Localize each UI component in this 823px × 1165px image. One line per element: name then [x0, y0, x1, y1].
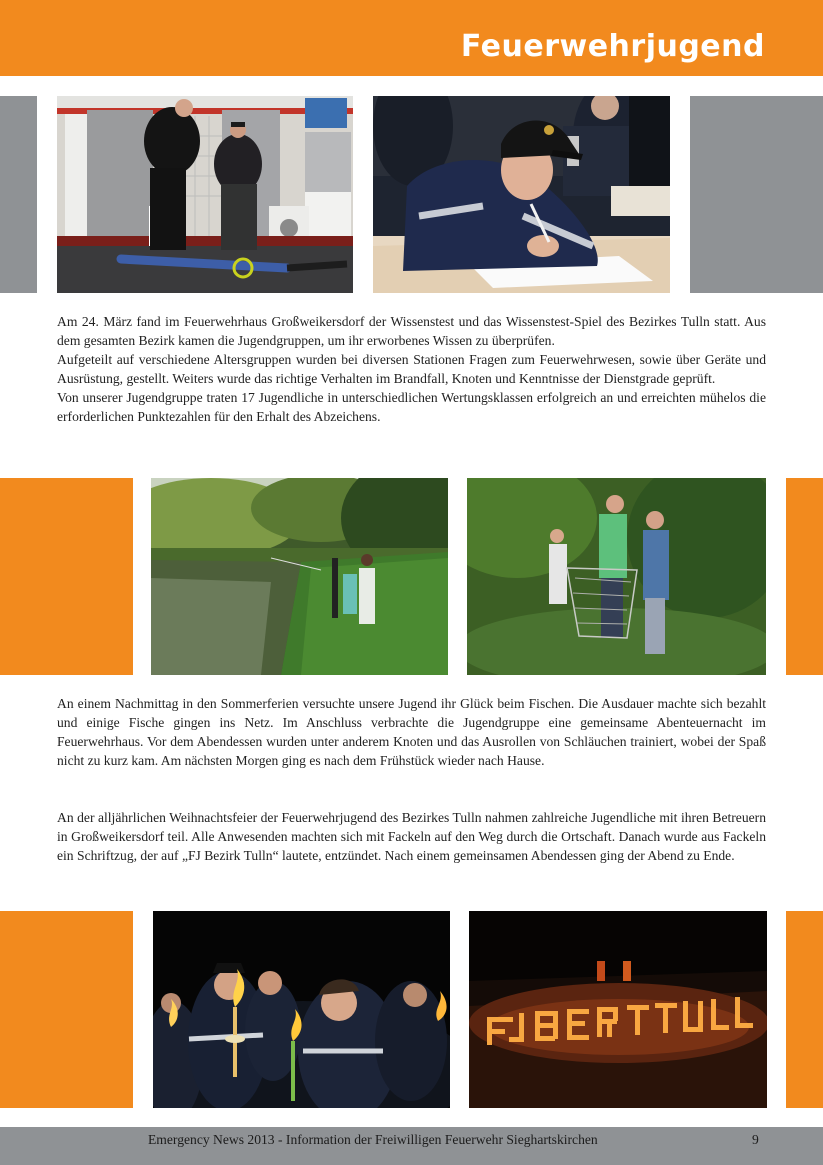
- photo-fishing-net-image: [467, 478, 766, 675]
- photo-fishing-pond-image: [151, 478, 448, 675]
- photo-writing-boy: [373, 96, 670, 293]
- paragraph-altersgruppen: Aufgeteilt auf verschiedene Altersgruppen wurden bei diversen Stationen Fragen zum Feuerwehrwesen, sowie über Geräte und Ausrüstung, gestellt. Weiters wurde das richtige Verhalten im Brandfall, Knoten und Kenntnisse der Dienstgrade geprüft.: [57, 352, 766, 386]
- photo-fishing-pond: [151, 478, 448, 675]
- photo-torch-lettering-image: [469, 911, 767, 1108]
- page-title: Feuerwehrjugend: [460, 29, 765, 64]
- text-block-3: [57, 808, 766, 865]
- right-orange-bar-2: [786, 478, 823, 675]
- right-orange-bar-3: [786, 911, 823, 1108]
- photo-fishing-net: [467, 478, 766, 675]
- photo-test-room-image: [57, 96, 353, 293]
- right-gray-bar-1: [690, 96, 823, 293]
- paragraph-fischen: An einem Nachmittag in den Sommerferien versuchte unsere Jugend ihr Glück beim Fischen. Die Ausdauer machte sich bezahlt und einige Fische gingen ins Netz. Im Anschluss verbrachte die Jugendgruppe eine gemeinsame Abenteuernacht im Feuerwehrhaus. Vor dem Abendessen wurden unter anderem Knoten und das Ausrollen von Schläuchen trainiert, wobei der Spaß nicht zu kurz kam. Am nächsten Morgen ging es nach dem Frühstück wieder nach Hause.: [57, 696, 766, 768]
- page-number: 9: [752, 1132, 759, 1147]
- paragraph-weihnachtsfeier: An der alljährlichen Weihnachtsfeier der Feuerwehrjugend des Bezirkes Tulln nahmen zahlreiche Jugendliche mit ihren Betreuern in Großweikersdorf teil. Alle Anwesenden machten sich mit Fackeln auf den Weg durch die Ortschaft. Danach wurde aus Fackeln ein Schriftzug, der auf „FJ Bezirk Tulln“ lautete, entzündet. Nach einem gemeinsamen Abendessen ging der Abend zu Ende.: [57, 810, 766, 863]
- photo-torch-group-image: [153, 911, 450, 1108]
- paragraph-wissenstest: Am 24. März fand im Feuerwehrhaus Großweikersdorf der Wissenstest und das Wissenstest-Spiel des Bezirkes Tulln statt. Aus dem gesamten Bezirk kamen die Jugendgruppen, um ihr erworbenes Wissen zu überprüfen.: [57, 314, 766, 348]
- photo-writing-boy-image: [373, 96, 670, 293]
- left-gray-bar-1: [0, 96, 37, 293]
- page-header: [0, 0, 823, 76]
- photo-torch-group: [153, 911, 450, 1108]
- text-block-1: [57, 312, 766, 426]
- text-block-2: [57, 694, 766, 770]
- page-footer: [0, 1127, 823, 1165]
- left-orange-bar-3: [0, 911, 133, 1108]
- paragraph-ergebnis: Von unserer Jugendgruppe traten 17 Jugendliche in unterschiedlichen Wertungsklassen erfolgreich an und erreichten mühelos die erforderlichen Punktezahlen für den Erhalt des Abzeichens.: [57, 390, 766, 424]
- left-orange-bar-2: [0, 478, 133, 675]
- photo-torch-lettering: [469, 911, 767, 1108]
- photo-test-room: [57, 96, 353, 293]
- footer-text: Emergency News 2013 - Information der Freiwilligen Feuerwehr Sieghartskirchen: [148, 1132, 598, 1147]
